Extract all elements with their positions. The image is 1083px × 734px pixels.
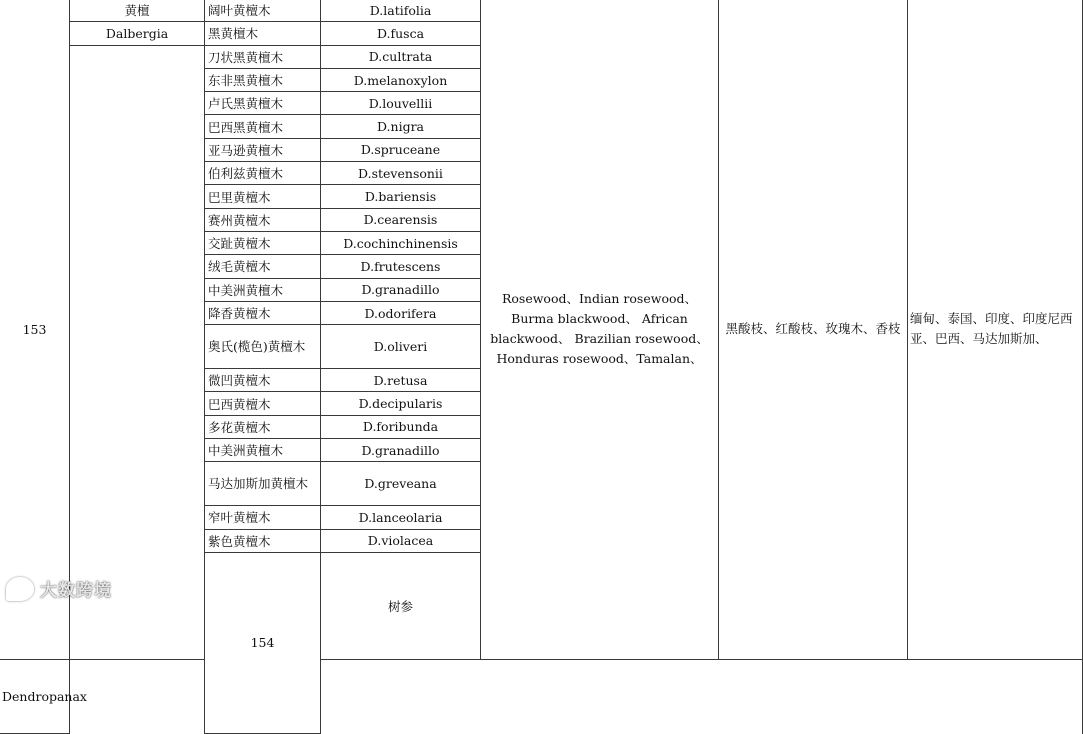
- species-latin: D.cearensis: [321, 208, 481, 231]
- species-cn: 窄叶黄檀木: [205, 506, 321, 529]
- species-cn: 亚马逊黄檀木: [205, 138, 321, 161]
- species-cn: 中美洲黄檀木: [205, 278, 321, 301]
- species-latin: D.granadillo: [321, 278, 481, 301]
- trade-names-en: Rosewood、Indian rosewood、Burma blackwood、 African blackwood、 Brazilian rosewood、Honduras rosewood、Tamalan、: [481, 0, 719, 660]
- species-cn: 奥氏(榄色)黄檀木: [205, 325, 321, 369]
- table-row: [0, 0, 1083, 22]
- species-latin: D.oliveri: [321, 325, 481, 369]
- species-cn: 紫色黄檀木: [205, 529, 321, 552]
- species-cn: 赛州黄檀木: [205, 208, 321, 231]
- genus-latin: Dendropanax: [0, 660, 70, 734]
- genus-empty-cell: [70, 45, 205, 660]
- species-latin: D.frutescens: [321, 255, 481, 278]
- species-latin: D.cultrata: [321, 45, 481, 68]
- species-latin: D.odorifera: [321, 301, 481, 324]
- species-cn: 多花黄檀木: [205, 415, 321, 438]
- species-cn: 微凹黄檀木: [205, 369, 321, 392]
- species-latin: D.greveana: [321, 462, 481, 506]
- species-cn: 降香黄檀木: [205, 301, 321, 324]
- species-latin: D.latifolia: [321, 0, 481, 22]
- species-cn: 卢氏黑黄檀木: [205, 92, 321, 115]
- species-latin: D.granadillo: [321, 439, 481, 462]
- watermark-text: 大数跨境: [40, 581, 112, 601]
- species-cn: 绒毛黄檀木: [205, 255, 321, 278]
- species-latin: D.cochinchinensis: [321, 231, 481, 254]
- species-latin: D.violacea: [321, 529, 481, 552]
- table-row: [0, 660, 1083, 734]
- species-latin: D.stevensonii: [321, 162, 481, 185]
- species-cn: 东非黑黄檀木: [205, 68, 321, 91]
- species-cn: 阔叶黄檀木: [205, 0, 321, 22]
- species-cn: 巴西黑黄檀木: [205, 115, 321, 138]
- entry-number: 154: [205, 552, 321, 733]
- species-latin: D.melanoxylon: [321, 68, 481, 91]
- species-latin: D.foribunda: [321, 415, 481, 438]
- species-latin: D.spruceane: [321, 138, 481, 161]
- species-cn: 马达加斯加黄檀木: [205, 462, 321, 506]
- species-latin: D.fusca: [321, 22, 481, 45]
- aliases-cn: 黑酸枝、红酸枝、玫瑰木、香枝: [719, 0, 908, 660]
- species-cn: 刀状黑黄檀木: [205, 45, 321, 68]
- origin: 缅甸、泰国、印度、印度尼西亚、巴西、马达加斯加、: [908, 0, 1083, 660]
- species-cn: 巴西黄檀木: [205, 392, 321, 415]
- species-cn: 黑黄檀木: [205, 22, 321, 45]
- species-cn: 伯利兹黄檀木: [205, 162, 321, 185]
- genus-cn: 树参: [321, 552, 481, 659]
- species-latin: D.decipularis: [321, 392, 481, 415]
- species-latin: D.louvellii: [321, 92, 481, 115]
- species-latin: D.lanceolaria: [321, 506, 481, 529]
- species-latin: D.retusa: [321, 369, 481, 392]
- species-cn: 中美洲黄檀木: [205, 439, 321, 462]
- entry-number: 153: [0, 0, 70, 660]
- genus-latin: Dalbergia: [70, 22, 205, 45]
- species-cn: 巴里黄檀木: [205, 185, 321, 208]
- species-latin: D.nigra: [321, 115, 481, 138]
- genus-cn: 黄檀: [70, 0, 205, 22]
- species-latin: D.bariensis: [321, 185, 481, 208]
- species-cn: 交趾黄檀木: [205, 231, 321, 254]
